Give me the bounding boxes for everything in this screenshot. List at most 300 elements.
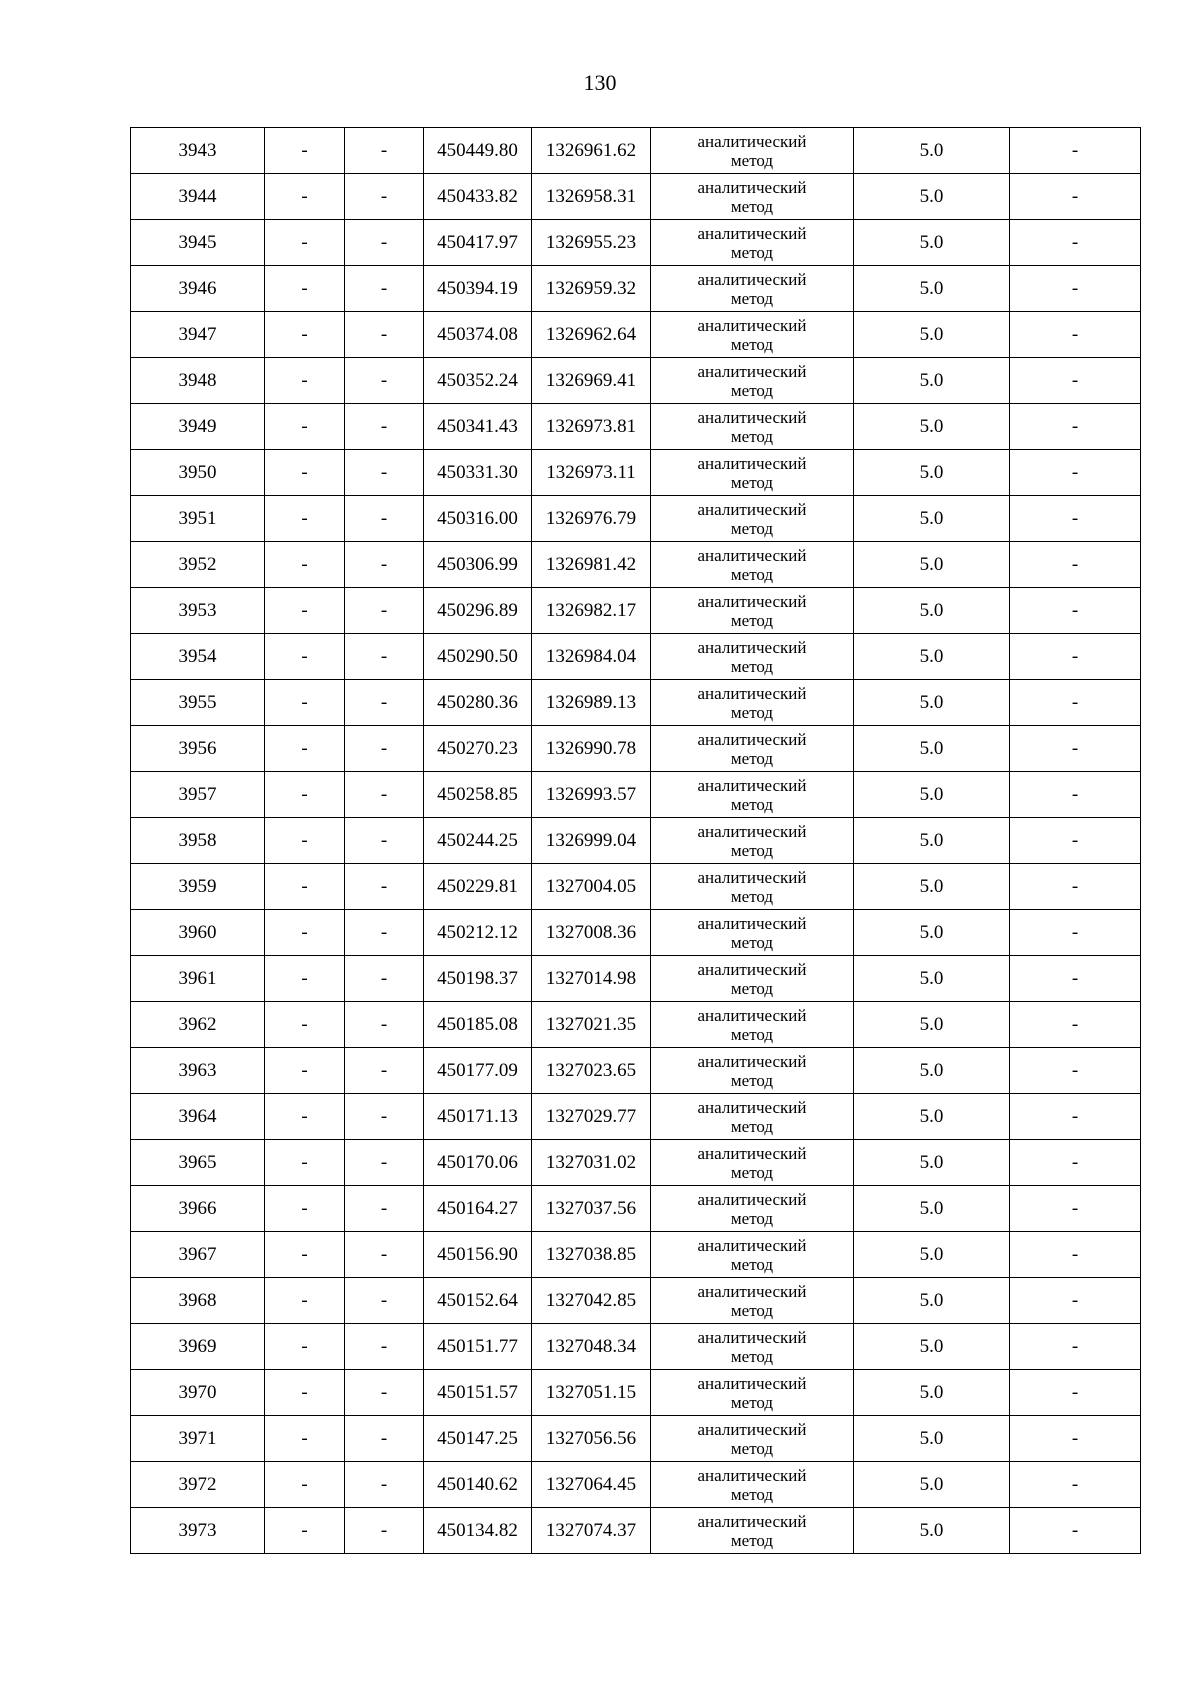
- column-3-cell: -: [345, 496, 424, 542]
- accuracy-cell: 5.0: [854, 772, 1010, 818]
- y-coordinate-cell: 1327029.77: [532, 1094, 651, 1140]
- method-cell: [651, 864, 854, 910]
- y-coordinate-cell: 1326959.32: [532, 266, 651, 312]
- column-2-cell: -: [265, 496, 345, 542]
- column-3-cell: -: [345, 404, 424, 450]
- point-number-cell: 3950: [131, 450, 265, 496]
- y-coordinate-cell: 1326961.62: [532, 128, 651, 174]
- point-number-cell: 3955: [131, 680, 265, 726]
- method-text: аналитический метод: [697, 591, 807, 630]
- method-text: аналитический метод: [697, 683, 807, 722]
- method-cell: [651, 496, 854, 542]
- table-row: [131, 542, 1141, 588]
- note-cell: -: [1010, 772, 1141, 818]
- note-cell: -: [1010, 404, 1141, 450]
- column-3-cell: -: [345, 1140, 424, 1186]
- method-cell: [651, 128, 854, 174]
- column-3-cell: -: [345, 1232, 424, 1278]
- method-cell: [651, 1278, 854, 1324]
- note-cell: -: [1010, 818, 1141, 864]
- method-text: аналитический метод: [697, 913, 807, 952]
- column-2-cell: -: [265, 1140, 345, 1186]
- point-number-cell: 3945: [131, 220, 265, 266]
- column-3-cell: -: [345, 450, 424, 496]
- note-cell: -: [1010, 1278, 1141, 1324]
- y-coordinate-cell: 1326973.11: [532, 450, 651, 496]
- y-coordinate-cell: 1327074.37: [532, 1508, 651, 1554]
- y-coordinate-cell: 1327008.36: [532, 910, 651, 956]
- x-coordinate-cell: 450151.77: [424, 1324, 532, 1370]
- column-2-cell: -: [265, 1324, 345, 1370]
- accuracy-cell: 5.0: [854, 1508, 1010, 1554]
- accuracy-cell: 5.0: [854, 496, 1010, 542]
- x-coordinate-cell: 450306.99: [424, 542, 532, 588]
- method-text: аналитический метод: [697, 1051, 807, 1090]
- accuracy-cell: 5.0: [854, 1048, 1010, 1094]
- column-3-cell: -: [345, 1048, 424, 1094]
- point-number-cell: 3966: [131, 1186, 265, 1232]
- table-row: [131, 726, 1141, 772]
- x-coordinate-cell: 450185.08: [424, 1002, 532, 1048]
- note-cell: -: [1010, 1370, 1141, 1416]
- y-coordinate-cell: 1326955.23: [532, 220, 651, 266]
- method-text: аналитический метод: [697, 177, 807, 216]
- accuracy-cell: 5.0: [854, 1140, 1010, 1186]
- table-row: [131, 772, 1141, 818]
- note-cell: -: [1010, 1048, 1141, 1094]
- table-row: [131, 910, 1141, 956]
- column-2-cell: -: [265, 1232, 345, 1278]
- table-row: [131, 1324, 1141, 1370]
- accuracy-cell: 5.0: [854, 1416, 1010, 1462]
- point-number-cell: 3943: [131, 128, 265, 174]
- method-cell: [651, 1370, 854, 1416]
- method-cell: [651, 1462, 854, 1508]
- column-3-cell: -: [345, 1094, 424, 1140]
- point-number-cell: 3953: [131, 588, 265, 634]
- column-2-cell: -: [265, 358, 345, 404]
- column-2-cell: -: [265, 266, 345, 312]
- column-2-cell: -: [265, 634, 345, 680]
- column-3-cell: -: [345, 312, 424, 358]
- method-text: аналитический метод: [697, 821, 807, 860]
- table-row: [131, 1370, 1141, 1416]
- y-coordinate-cell: 1326982.17: [532, 588, 651, 634]
- x-coordinate-cell: 450331.30: [424, 450, 532, 496]
- x-coordinate-cell: 450290.50: [424, 634, 532, 680]
- column-2-cell: -: [265, 1002, 345, 1048]
- accuracy-cell: 5.0: [854, 1278, 1010, 1324]
- accuracy-cell: 5.0: [854, 404, 1010, 450]
- table-body: [131, 128, 1141, 1554]
- point-number-cell: 3944: [131, 174, 265, 220]
- point-number-cell: 3963: [131, 1048, 265, 1094]
- method-cell: [651, 680, 854, 726]
- table-row: [131, 128, 1141, 174]
- method-cell: [651, 1186, 854, 1232]
- column-3-cell: -: [345, 588, 424, 634]
- y-coordinate-cell: 1326976.79: [532, 496, 651, 542]
- note-cell: -: [1010, 220, 1141, 266]
- column-2-cell: -: [265, 1186, 345, 1232]
- note-cell: -: [1010, 588, 1141, 634]
- method-cell: [651, 174, 854, 220]
- x-coordinate-cell: 450374.08: [424, 312, 532, 358]
- method-text: аналитический метод: [697, 1373, 807, 1412]
- x-coordinate-cell: 450198.37: [424, 956, 532, 1002]
- method-text: аналитический метод: [697, 1143, 807, 1182]
- method-text: аналитический метод: [697, 775, 807, 814]
- x-coordinate-cell: 450296.89: [424, 588, 532, 634]
- x-coordinate-cell: 450341.43: [424, 404, 532, 450]
- method-cell: [651, 266, 854, 312]
- column-2-cell: -: [265, 174, 345, 220]
- method-cell: [651, 1094, 854, 1140]
- note-cell: -: [1010, 1462, 1141, 1508]
- point-number-cell: 3967: [131, 1232, 265, 1278]
- method-cell: [651, 1508, 854, 1554]
- point-number-cell: 3956: [131, 726, 265, 772]
- column-2-cell: -: [265, 1370, 345, 1416]
- note-cell: -: [1010, 1140, 1141, 1186]
- accuracy-cell: 5.0: [854, 910, 1010, 956]
- method-text: аналитический метод: [697, 959, 807, 998]
- accuracy-cell: 5.0: [854, 818, 1010, 864]
- table-row: [131, 1508, 1141, 1554]
- x-coordinate-cell: 450152.64: [424, 1278, 532, 1324]
- accuracy-cell: 5.0: [854, 174, 1010, 220]
- table-row: [131, 818, 1141, 864]
- column-3-cell: -: [345, 956, 424, 1002]
- y-coordinate-cell: 1327014.98: [532, 956, 651, 1002]
- table-row: [131, 358, 1141, 404]
- method-cell: [651, 1232, 854, 1278]
- note-cell: -: [1010, 1508, 1141, 1554]
- note-cell: -: [1010, 726, 1141, 772]
- note-cell: -: [1010, 174, 1141, 220]
- accuracy-cell: 5.0: [854, 450, 1010, 496]
- table-row: [131, 1462, 1141, 1508]
- x-coordinate-cell: 450352.24: [424, 358, 532, 404]
- y-coordinate-cell: 1326973.81: [532, 404, 651, 450]
- note-cell: -: [1010, 680, 1141, 726]
- column-2-cell: -: [265, 772, 345, 818]
- column-3-cell: -: [345, 220, 424, 266]
- column-3-cell: -: [345, 174, 424, 220]
- point-number-cell: 3960: [131, 910, 265, 956]
- table-row: [131, 1416, 1141, 1462]
- note-cell: -: [1010, 910, 1141, 956]
- x-coordinate-cell: 450212.12: [424, 910, 532, 956]
- method-cell: [651, 312, 854, 358]
- y-coordinate-cell: 1326958.31: [532, 174, 651, 220]
- column-3-cell: -: [345, 910, 424, 956]
- column-2-cell: -: [265, 680, 345, 726]
- column-2-cell: -: [265, 910, 345, 956]
- column-3-cell: -: [345, 864, 424, 910]
- method-text: аналитический метод: [697, 1419, 807, 1458]
- method-cell: [651, 1324, 854, 1370]
- column-2-cell: -: [265, 1416, 345, 1462]
- accuracy-cell: 5.0: [854, 634, 1010, 680]
- method-text: аналитический метод: [697, 1327, 807, 1366]
- column-3-cell: -: [345, 726, 424, 772]
- y-coordinate-cell: 1327042.85: [532, 1278, 651, 1324]
- x-coordinate-cell: 450134.82: [424, 1508, 532, 1554]
- y-coordinate-cell: 1326990.78: [532, 726, 651, 772]
- method-text: аналитический метод: [697, 131, 807, 170]
- method-text: аналитический метод: [697, 361, 807, 400]
- column-3-cell: -: [345, 634, 424, 680]
- note-cell: -: [1010, 1186, 1141, 1232]
- point-number-cell: 3954: [131, 634, 265, 680]
- method-cell: [651, 1048, 854, 1094]
- table-row: [131, 1278, 1141, 1324]
- table-row: [131, 450, 1141, 496]
- column-3-cell: -: [345, 1002, 424, 1048]
- method-cell: [651, 450, 854, 496]
- method-cell: [651, 358, 854, 404]
- accuracy-cell: 5.0: [854, 1370, 1010, 1416]
- table-row: [131, 1048, 1141, 1094]
- accuracy-cell: 5.0: [854, 1002, 1010, 1048]
- method-text: аналитический метод: [697, 1097, 807, 1136]
- y-coordinate-cell: 1326999.04: [532, 818, 651, 864]
- column-2-cell: -: [265, 1048, 345, 1094]
- y-coordinate-cell: 1327048.34: [532, 1324, 651, 1370]
- column-2-cell: -: [265, 450, 345, 496]
- x-coordinate-cell: 450170.06: [424, 1140, 532, 1186]
- method-text: аналитический метод: [697, 1281, 807, 1320]
- column-2-cell: -: [265, 312, 345, 358]
- coordinates-table: [130, 127, 1141, 1554]
- column-2-cell: -: [265, 726, 345, 772]
- column-3-cell: -: [345, 1324, 424, 1370]
- column-3-cell: -: [345, 1186, 424, 1232]
- point-number-cell: 3962: [131, 1002, 265, 1048]
- accuracy-cell: 5.0: [854, 588, 1010, 634]
- point-number-cell: 3970: [131, 1370, 265, 1416]
- x-coordinate-cell: 450316.00: [424, 496, 532, 542]
- column-3-cell: -: [345, 1278, 424, 1324]
- note-cell: -: [1010, 1416, 1141, 1462]
- accuracy-cell: 5.0: [854, 358, 1010, 404]
- x-coordinate-cell: 450147.25: [424, 1416, 532, 1462]
- x-coordinate-cell: 450270.23: [424, 726, 532, 772]
- column-2-cell: -: [265, 1462, 345, 1508]
- point-number-cell: 3957: [131, 772, 265, 818]
- method-text: аналитический метод: [697, 1235, 807, 1274]
- column-3-cell: -: [345, 818, 424, 864]
- column-2-cell: -: [265, 818, 345, 864]
- y-coordinate-cell: 1326989.13: [532, 680, 651, 726]
- x-coordinate-cell: 450156.90: [424, 1232, 532, 1278]
- accuracy-cell: 5.0: [854, 128, 1010, 174]
- method-text: аналитический метод: [697, 407, 807, 446]
- x-coordinate-cell: 450280.36: [424, 680, 532, 726]
- note-cell: -: [1010, 864, 1141, 910]
- x-coordinate-cell: 450394.19: [424, 266, 532, 312]
- y-coordinate-cell: 1326984.04: [532, 634, 651, 680]
- y-coordinate-cell: 1327004.05: [532, 864, 651, 910]
- note-cell: -: [1010, 956, 1141, 1002]
- table-row: [131, 588, 1141, 634]
- point-number-cell: 3948: [131, 358, 265, 404]
- accuracy-cell: 5.0: [854, 1462, 1010, 1508]
- column-3-cell: -: [345, 542, 424, 588]
- table-row: [131, 956, 1141, 1002]
- column-3-cell: -: [345, 1370, 424, 1416]
- method-text: аналитический метод: [697, 637, 807, 676]
- method-cell: [651, 1140, 854, 1186]
- point-number-cell: 3947: [131, 312, 265, 358]
- method-cell: [651, 956, 854, 1002]
- y-coordinate-cell: 1326962.64: [532, 312, 651, 358]
- accuracy-cell: 5.0: [854, 1186, 1010, 1232]
- y-coordinate-cell: 1327051.15: [532, 1370, 651, 1416]
- column-2-cell: -: [265, 1094, 345, 1140]
- method-cell: [651, 910, 854, 956]
- point-number-cell: 3959: [131, 864, 265, 910]
- y-coordinate-cell: 1326993.57: [532, 772, 651, 818]
- method-cell: [651, 542, 854, 588]
- method-text: аналитический метод: [697, 1189, 807, 1228]
- accuracy-cell: 5.0: [854, 1232, 1010, 1278]
- table-row: [131, 174, 1141, 220]
- point-number-cell: 3973: [131, 1508, 265, 1554]
- point-number-cell: 3971: [131, 1416, 265, 1462]
- column-2-cell: -: [265, 542, 345, 588]
- x-coordinate-cell: 450433.82: [424, 174, 532, 220]
- accuracy-cell: 5.0: [854, 542, 1010, 588]
- table-row: [131, 1094, 1141, 1140]
- x-coordinate-cell: 450140.62: [424, 1462, 532, 1508]
- point-number-cell: 3972: [131, 1462, 265, 1508]
- y-coordinate-cell: 1327056.56: [532, 1416, 651, 1462]
- y-coordinate-cell: 1327031.02: [532, 1140, 651, 1186]
- method-text: аналитический метод: [697, 499, 807, 538]
- x-coordinate-cell: 450449.80: [424, 128, 532, 174]
- method-text: аналитический метод: [697, 1005, 807, 1044]
- accuracy-cell: 5.0: [854, 1324, 1010, 1370]
- method-cell: [651, 404, 854, 450]
- method-text: аналитический метод: [697, 729, 807, 768]
- table-row: [131, 1140, 1141, 1186]
- method-text: аналитический метод: [697, 269, 807, 308]
- accuracy-cell: 5.0: [854, 864, 1010, 910]
- accuracy-cell: 5.0: [854, 1094, 1010, 1140]
- method-cell: [651, 588, 854, 634]
- accuracy-cell: 5.0: [854, 726, 1010, 772]
- point-number-cell: 3949: [131, 404, 265, 450]
- table-row: [131, 496, 1141, 542]
- x-coordinate-cell: 450417.97: [424, 220, 532, 266]
- point-number-cell: 3961: [131, 956, 265, 1002]
- note-cell: -: [1010, 1324, 1141, 1370]
- y-coordinate-cell: 1326969.41: [532, 358, 651, 404]
- point-number-cell: 3969: [131, 1324, 265, 1370]
- method-text: аналитический метод: [697, 315, 807, 354]
- column-2-cell: -: [265, 864, 345, 910]
- y-coordinate-cell: 1327037.56: [532, 1186, 651, 1232]
- method-cell: [651, 220, 854, 266]
- note-cell: -: [1010, 1232, 1141, 1278]
- table-row: [131, 864, 1141, 910]
- method-text: аналитический метод: [697, 1511, 807, 1550]
- column-2-cell: -: [265, 1508, 345, 1554]
- y-coordinate-cell: 1327023.65: [532, 1048, 651, 1094]
- accuracy-cell: 5.0: [854, 220, 1010, 266]
- page-number: 130: [583, 70, 617, 95]
- table-row: [131, 1002, 1141, 1048]
- note-cell: -: [1010, 358, 1141, 404]
- method-cell: [651, 634, 854, 680]
- note-cell: -: [1010, 266, 1141, 312]
- point-number-cell: 3968: [131, 1278, 265, 1324]
- method-cell: [651, 772, 854, 818]
- method-text: аналитический метод: [697, 867, 807, 906]
- note-cell: -: [1010, 1094, 1141, 1140]
- column-3-cell: -: [345, 128, 424, 174]
- method-text: аналитический метод: [697, 1465, 807, 1504]
- accuracy-cell: 5.0: [854, 312, 1010, 358]
- column-2-cell: -: [265, 956, 345, 1002]
- y-coordinate-cell: 1327064.45: [532, 1462, 651, 1508]
- table-row: [131, 220, 1141, 266]
- column-2-cell: -: [265, 220, 345, 266]
- point-number-cell: 3964: [131, 1094, 265, 1140]
- column-3-cell: -: [345, 1462, 424, 1508]
- point-number-cell: 3958: [131, 818, 265, 864]
- note-cell: -: [1010, 1002, 1141, 1048]
- x-coordinate-cell: 450229.81: [424, 864, 532, 910]
- y-coordinate-cell: 1326981.42: [532, 542, 651, 588]
- y-coordinate-cell: 1327021.35: [532, 1002, 651, 1048]
- accuracy-cell: 5.0: [854, 266, 1010, 312]
- method-cell: [651, 1416, 854, 1462]
- column-2-cell: -: [265, 404, 345, 450]
- method-cell: [651, 726, 854, 772]
- table-row: [131, 1232, 1141, 1278]
- method-cell: [651, 1002, 854, 1048]
- column-3-cell: -: [345, 266, 424, 312]
- note-cell: -: [1010, 128, 1141, 174]
- note-cell: -: [1010, 542, 1141, 588]
- note-cell: -: [1010, 312, 1141, 358]
- x-coordinate-cell: 450244.25: [424, 818, 532, 864]
- method-text: аналитический метод: [697, 545, 807, 584]
- point-number-cell: 3952: [131, 542, 265, 588]
- column-3-cell: -: [345, 1416, 424, 1462]
- table-row: [131, 680, 1141, 726]
- point-number-cell: 3965: [131, 1140, 265, 1186]
- table-row: [131, 1186, 1141, 1232]
- y-coordinate-cell: 1327038.85: [532, 1232, 651, 1278]
- x-coordinate-cell: 450151.57: [424, 1370, 532, 1416]
- accuracy-cell: 5.0: [854, 680, 1010, 726]
- note-cell: -: [1010, 634, 1141, 680]
- x-coordinate-cell: 450258.85: [424, 772, 532, 818]
- column-3-cell: -: [345, 1508, 424, 1554]
- table-row: [131, 266, 1141, 312]
- x-coordinate-cell: 450164.27: [424, 1186, 532, 1232]
- column-3-cell: -: [345, 680, 424, 726]
- x-coordinate-cell: 450171.13: [424, 1094, 532, 1140]
- point-number-cell: 3946: [131, 266, 265, 312]
- column-2-cell: -: [265, 128, 345, 174]
- point-number-cell: 3951: [131, 496, 265, 542]
- method-text: аналитический метод: [697, 223, 807, 262]
